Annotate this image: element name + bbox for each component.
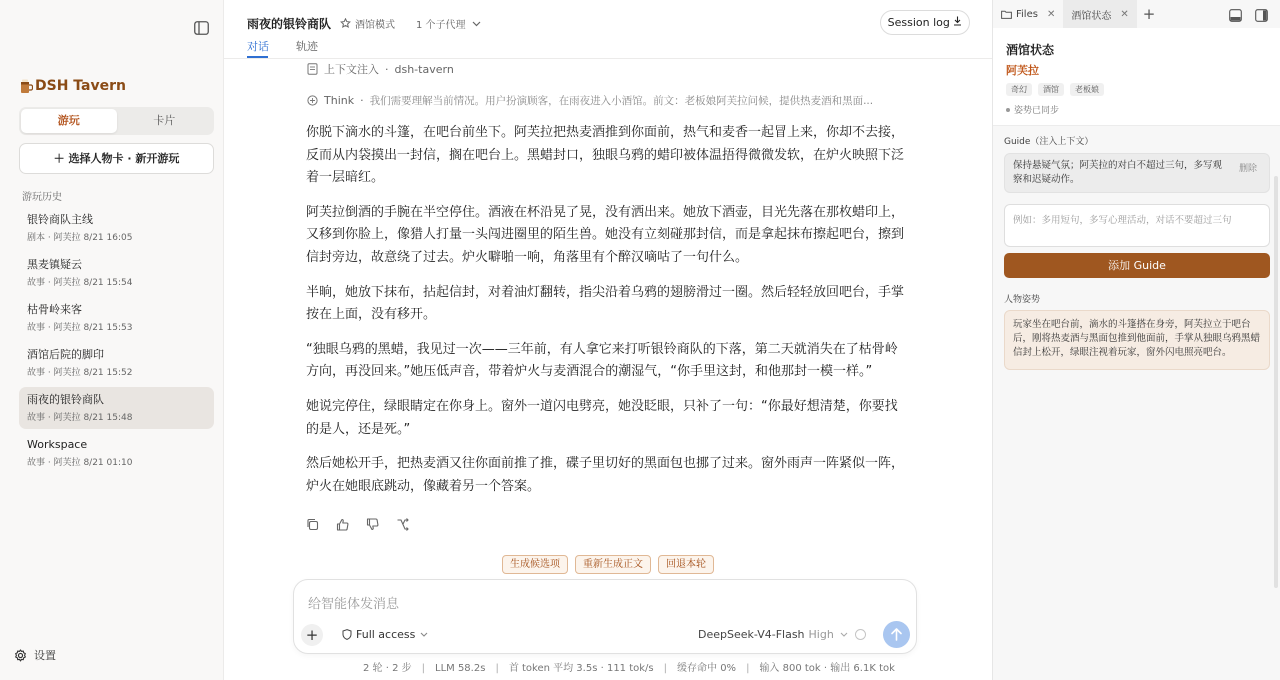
think-label: Think [324, 94, 355, 107]
think-block[interactable] [307, 93, 873, 108]
tag: 奇幻 [1006, 83, 1032, 96]
status-cache: 缓存命中 0% [677, 663, 737, 674]
history-item-meta: 故事 · 阿芙拉 8/21 15:54 [27, 278, 133, 288]
tab-cards[interactable]: 卡片 [153, 114, 176, 127]
history-item[interactable] [19, 252, 214, 294]
history-item-title: 枯骨岭来客 [27, 303, 82, 316]
arrow-up-icon [883, 621, 910, 648]
add-tab-icon[interactable]: + [1142, 5, 1156, 23]
close-icon[interactable]: ✕ [1120, 8, 1129, 20]
message-paragraph: 然后她松开手，把热麦酒又往你面前推了推，碟子里切好的黑面包也挪了过来。窗外雨声一阵紧似一阵，炉火在她眼底跳动，像藏着另一个答案。 [306, 456, 905, 494]
chevron-down-icon [420, 632, 432, 637]
context-label: 上下文注入 [324, 63, 379, 76]
model-selector[interactable] [698, 628, 848, 641]
shield-icon [342, 629, 356, 640]
tag: 老板娘 [1070, 83, 1104, 96]
download-icon [953, 16, 962, 29]
context-ring-icon [855, 629, 866, 640]
guide-card [1004, 153, 1270, 193]
history-item-title: 银铃商队主线 [27, 213, 93, 226]
page-title: 雨夜的银铃商队 [247, 17, 332, 31]
guide-title: Guide（注入上下文） [1004, 137, 1094, 147]
scrollbar[interactable] [1274, 176, 1278, 588]
context-value: dsh-tavern [394, 62, 454, 76]
access-dropdown[interactable] [342, 628, 432, 641]
pose-title: 人物姿势 [1004, 295, 1041, 305]
panel-bottom-icon[interactable] [1229, 7, 1242, 26]
history-item-meta: 故事 · 阿芙拉 8/21 15:48 [27, 413, 133, 423]
add-guide-button[interactable]: 添加 Guide [1004, 253, 1270, 278]
status-token: 首 token 平均 3.5s · 111 tok/s [508, 663, 654, 674]
brand [20, 78, 126, 94]
tab-tavern-status-label: 酒馆状态 [1071, 10, 1112, 22]
model-name: DeepSeek-V4-Flash [698, 628, 805, 641]
tab-tavern-status[interactable] [1063, 0, 1136, 28]
turn-actions [502, 555, 721, 574]
brain-icon [307, 95, 324, 106]
panel-right-icon[interactable] [1255, 7, 1268, 26]
branch-icon[interactable] [396, 516, 409, 535]
subagent-label: 1 个子代理 [416, 20, 466, 31]
guide-delete-button[interactable]: 删除 [1238, 164, 1257, 174]
close-icon[interactable]: ✕ [1046, 8, 1056, 20]
tab-files-label: Files [1016, 8, 1038, 20]
message-input[interactable]: 给智能体发消息 [308, 597, 400, 612]
left-sidebar [0, 0, 224, 680]
history-item[interactable] [19, 207, 214, 249]
brand-name: DSH Tavern [35, 78, 126, 94]
history-item-meta: 故事 · 阿芙拉 8/21 15:53 [27, 323, 133, 333]
status-io: 输入 800 tok · 输出 6.1K tok [759, 663, 895, 674]
tab-play[interactable]: 游玩 [21, 109, 117, 133]
message-paragraph: “独眼乌鸦的黑蜡，我见过一次——三年前，有人拿它来打听银铃商队的下落，第二天就消失在了枯骨岭方向，再没回来。”她压低声音，带着炉火与麦酒混合的潮湿气，“你手里这封，和他那封一模一样。” [306, 341, 898, 380]
separator-dot: · [385, 62, 389, 76]
generate-options-button[interactable]: 生成候选项 [502, 555, 568, 574]
guide-section [993, 126, 1280, 680]
sync-label: 姿势已同步 [1014, 106, 1060, 116]
tab-dialogue[interactable]: 对话 [247, 40, 269, 53]
tavern-mode[interactable] [340, 16, 395, 31]
panel-title: 酒馆状态 [1006, 43, 1055, 57]
attach-plus-button[interactable]: + [301, 624, 323, 646]
status-dot-icon [1006, 108, 1010, 112]
tavern-logo-icon [20, 79, 33, 94]
settings-button[interactable] [14, 647, 56, 663]
history-item-title: 雨夜的银铃商队 [27, 393, 104, 406]
history-item-meta: 故事 · 阿芙拉 8/21 01:10 [27, 458, 133, 468]
tavern-status-panel [993, 28, 1280, 680]
history-item-meta: 故事 · 阿芙拉 8/21 15:52 [27, 368, 133, 378]
settings-label: 设置 [34, 649, 56, 662]
history-item-title: 酒馆后院的脚印 [27, 348, 104, 361]
copy-icon[interactable] [306, 516, 319, 535]
send-button[interactable] [883, 621, 910, 648]
guide-note: 保持悬疑气氛；阿芙拉的对白不超过三句，多写观察和迟疑动作。 [1013, 160, 1223, 185]
new-play-button[interactable] [19, 143, 214, 174]
history-list [19, 207, 214, 477]
session-log-button[interactable] [880, 10, 970, 35]
status-turns: 2 轮 · 2 步 [363, 663, 412, 674]
subagent-dropdown[interactable] [416, 16, 481, 31]
composer [293, 579, 917, 654]
document-icon [307, 63, 324, 75]
think-text: 我们需要理解当前情况。用户扮演顾客，在雨夜进入小酒馆。前文：老板娘阿芙拉问候，提供热麦酒和黑面... [369, 95, 874, 107]
message-paragraph: 半晌，她放下抹布，拈起信封，对着油灯翻转，指尖沿着乌鸦的翅膀滑过一圈。然后轻轻放回吧台，手掌按在上面，没有移开。 [306, 284, 905, 323]
guide-input[interactable]: 例如：多用短句，多写心理活动，对话不要超过三句 [1004, 204, 1270, 247]
history-item-title: 黑麦镇疑云 [27, 258, 82, 271]
character-name: 阿芙拉 [1006, 64, 1039, 77]
status-bar: 2 轮 · 2 步 | LLM 58.2s | 首 token 平均 3.5s · 111 tok/s | 缓存命中 0% | 输入 800 tok · 输出 6.1K tok [363, 663, 895, 674]
context-injection[interactable] [307, 61, 454, 77]
active-tab-indicator [247, 56, 268, 58]
history-item-title: Workspace [27, 438, 88, 451]
thumbs-up-icon[interactable] [336, 516, 349, 535]
pose-card: 玩家坐在吧台前，滴水的斗篷搭在身旁，阿芙拉立于吧台后，刚将热麦酒与黑面包推到他面前，手掌从独眼乌鸦黑蜡信封上松开，绿眼注视着玩家，窗外闪电照亮吧台。 [1004, 310, 1270, 370]
chevron-down-icon [466, 21, 481, 27]
right-tabs [993, 0, 1280, 28]
history-item-meta: 剧本 · 阿芙拉 8/21 16:05 [27, 233, 133, 243]
access-label: Full access [356, 628, 416, 641]
chevron-down-icon [840, 632, 848, 637]
message-paragraph: 她说完停住，绿眼睛定在你身上。窗外一道闪电劈亮，她没眨眼，只补了一句：“你最好想清楚，你要找的是人，还是死。” [306, 398, 898, 437]
mode-switch [19, 107, 214, 135]
folder-icon [1001, 10, 1016, 19]
tavern-mode-label: 酒馆模式 [355, 20, 395, 31]
tag-list [1006, 83, 1110, 96]
thumbs-down-icon[interactable] [366, 516, 379, 535]
session-log-label: Session log [887, 16, 950, 29]
new-play-label: 选择人物卡 · 新开游玩 [68, 152, 180, 165]
message-paragraph: 阿芙拉倒酒的手腕在半空停住。酒液在杯沿晃了晃，没有洒出来。她放下酒壶，目光先落在那枚蜡印上，又移到你脸上，像猎人打量一头闯进圈里的陌生兽。她没有立刻碰那封信，而是拿起抹布擦起吧台，擦到信封旁边，故意绕了过去。炉火噼啪一响，角落里有个醉汉嘀咕了一句什么。 [306, 204, 905, 265]
sync-status [1006, 103, 1059, 116]
tab-trace[interactable]: 轨迹 [296, 40, 318, 53]
plus-icon: ＋ [53, 152, 69, 165]
status-llm: LLM 58.2s [435, 663, 486, 674]
sidebar-toggle-icon[interactable] [194, 20, 212, 38]
history-item[interactable] [19, 297, 214, 339]
history-item[interactable] [19, 432, 214, 474]
gear-icon [14, 649, 34, 662]
message-paragraph: 你脱下滴水的斗篷，在吧台前坐下。阿芙拉把热麦酒推到你面前，热气和麦香一起冒上来，你却不去接，反而从内袋摸出一封信，搁在吧台上。黑蜡封口，独眼乌鸦的蜡印被体温捂得微微发软，在炉火映照下泛着一层暗红。 [306, 125, 905, 186]
tab-files[interactable] [993, 0, 1063, 28]
history-item-active[interactable] [19, 387, 214, 429]
regenerate-button[interactable]: 重新生成正文 [575, 555, 651, 574]
separator-dot: · [360, 94, 364, 107]
effort-level: High [808, 628, 834, 641]
rollback-button[interactable]: 回退本轮 [658, 555, 714, 574]
tavern-mode-icon [340, 18, 355, 29]
history-item[interactable] [19, 342, 214, 384]
tag: 酒馆 [1038, 83, 1064, 96]
right-panel [992, 0, 1280, 680]
history-title: 游玩历史 [22, 192, 62, 203]
assistant-message [306, 122, 906, 510]
message-feedback [306, 516, 426, 535]
top-bar [224, 0, 992, 59]
main-area [224, 0, 992, 680]
